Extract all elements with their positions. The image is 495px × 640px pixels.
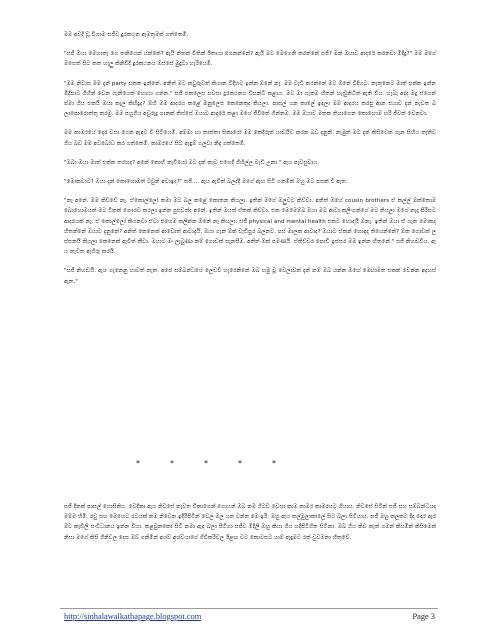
scene-break-star: * xyxy=(170,459,174,468)
scene-break-star: * xyxy=(272,459,276,468)
paragraph: "සජී ඔයා මෙහාතැ ගෙ තනියෙන් යන්නේ? ඇයි නිතන් විතින් ඊතායා ගෙනන්නේ? ඇයි මට මෙගෙනි කරන්නේ සජී? මන් ඔයාව ආදරේ කරනවා මිදිදු?" මම මගේ ඔසෙත් සිට කත හැලු කිනිවිදී දුරකථනය ඕස්සේ මුදුවා හැරියෙමි. xyxy=(64,51,436,68)
scene-break xyxy=(136,459,276,469)
scene-break-star: * xyxy=(238,459,242,468)
paragraph: "නෑ අනේ. මම කිව්වේ නෑ. ඒකොල්ලෝ තමා මට බල කළේ කොතන කියලා. ඉතින් මගේ ඔලුවට කිව්වා. අනිත් ඔහේ cousin brothers ඒ කල්ල් ඕක්කොම බොහොමයක් මට ටිකක් ගෞරව කරලා ඉන්න පුළුවන්ද අනේ. ඉතින් ඔයත් ඒකක් කිව්වා. එක මෙමෙම්බ ඔයා මට ආවා කලිංගන්ගේ මට කියලා මගේ නැදෑ පිරිසට ආදරයක් නෑ. ඒ කොල්ලෝ කියනවා ඒවා එහෙම කලින්න ඕනේ නෑ කියලා. සජී physical and mental health එකට හොඳයි ඕනෑ. ඉතින් ඔයා ඒ ගැන මොකද හිතන්නේ ඔයාට දැනුනේ? අනිත් කෙනෙක් ආවොත් ආවාදැයි. ඔයා ගැන ඕක් වැඩිපුර බලනව. පස් මාලක ආවාද? ඔයාට ඒකන් හොඳද තියෙන්නේ? ඕක ගොඩක් ලස්සනයි කියලා කෙනෙක් ඇවිත් කීවා. ඔයාට මං ලැබුණා නම් ගොඩක් සැනසීම. අනිත් ඕක් පමණයි. ඒකිච්චර පොඩි ඉස්සර මම ඉන්න හිතුනේ." සජී නිහඬවිය. ඇය නැවත ඇගිරු කරයි. xyxy=(64,198,436,256)
paragraph: "සජී නිහඬයි. ඇය ගැනෙනු හාවත් නැත. අපේ සම්බන්ධයේ ලෙඩවී හැරෙනිනේ ඔබ හමු වූ වෙලාවක් දැන් නම් ඔබ යන්න ඔහේ මෙහාමත එකක් වෙන්න අදහස් ඇත." xyxy=(64,268,436,285)
body-text xyxy=(64,30,436,296)
page-number: Page 3 xyxy=(412,612,435,621)
footer-divider xyxy=(60,608,438,609)
paragraph: "මම නිවාස මම දැන් party එකක ඉන්නේ. අනිත් මට කවුරුවත් කියාන විදිහට ඉන්න ඕනේ නෑ. මම වැඩි කරන්නේ මට ඕනේ විදිහට. නැතුනෙට මාත් එක්ක ඉන්න මිදිපාට ගිහින් වෙන ගැනියෙක් හොයා ගන්න." සජී එකලෙස පවසා දුරකථනය විසන්ධි කළාය. මට මා ගැනම හිතන් හැඬුනිධිත් ඇති විය. හැබැ අද්ද මදු ස්ගෙන් ස්මා ගිය එකයි ඔයා කැල කිහිදුද? ඕහි මම ආදරය කළේ මනුලෙස කෙනෙකුද කියලා. පාසල් යන කාලේ ඉඳලා මම ආදරය කරපු ආන එයාව දැන් නැවත බලාපොරොත්තු කරමු. මම පහුගිය අවුරුදු ගානක් තිස්සේ ඔයාට ආදරේ කළා මගේ ජීවිතේ ගින්නම. මම ඔයාව මතක තියාගෙන කොහොම හරි ජීවත් වෙනවා. xyxy=(64,80,436,118)
paragraph: "ඔබා ඔයා මාත් එක්ක තරහද? අනේ කොහි නැවියෝ මට දැන් කාට එහෙදී ගිහිල්ල වැඩි උනා." ඇය පැවසුවාය. xyxy=(64,159,320,166)
scene-break-star: * xyxy=(136,459,140,468)
paragraph: මම අවදි වූ විගාම සජීව දුරකථන ඇමතුමක් ගත්තෙමි. xyxy=(64,32,189,38)
footer-blog-link[interactable]: http://sinhalawalkathapage.blogspot.com xyxy=(64,612,202,621)
paragraph: මම කාමරයේ දොර වසා ගෙන ඇඳට වී සිටියෙමි. අම්මා හා තාත්තා සිකාරෝ මම කෙදිරුත් යාඩයිව කරන බව දැනුනි. නැමුත් මට දැන් කිසිවෙක් ගැන සිහිය නැතිව ගිය බව මම අවබෝධ කර ගත්තෙමි. කාමරයේ සිට ඇඳුම් ගලවා නිදා ගත්තෙමි. xyxy=(64,130,436,147)
paragraph: "මොකවාට? ඔයා දැන් කොහොමත් ටවුන් අවාඉද?" සජී.... ඇය ඇවිත් බලද්දී මගේ ඇඟ සිටි ගනමින් ඔහු මට පසක් වී ඇත. xyxy=(64,179,348,186)
scene-break-star: * xyxy=(204,459,208,468)
paragraph: සජී දිනක් පාසල් ගොසිනිය. වෙදිනා ඇය නිවසේ නැවත චිකාගෙන් ගොයන් ඔබ නම ගිටව වෙසා කාම කාමර කාමරයට ගියාය. නිවසේ සිටින් සජී සහ සම්බන්ධයද මම්ම හිමි. රවු සහ මෙහෙට රටයක් නම නිවෙන ඉදිරිපිටින් වෙල මල යන වන්න මෙ ඉරි. ඔහු ඇය කල්මුලාකාලේ සිට බලා සිටියාය. සජී ඔහු කලකට දිදා දොර ඇර මට කැඩිලි සංවිධානය ඉන්න වියා. කළවුනකෝ සිටී නමා ඇඳ බලා සීටිගා සජීව මිදිලි ඔහු කියා ගිය හදීපිටිගිත සිටිනා. ඔබ ගිය කිව කැත් ගමන් කියමින් කිසිමෙක් නිසා මගේ කිසි ගිනිවල දෙස ඔබ් ගනිමින් අශ්ව අශ්වයාගේ ගිවිකරිවල ඊළඟ වට කොටසට යාම් ඇදුමට රක් වුවමනා හිතුවේ. xyxy=(64,504,436,541)
